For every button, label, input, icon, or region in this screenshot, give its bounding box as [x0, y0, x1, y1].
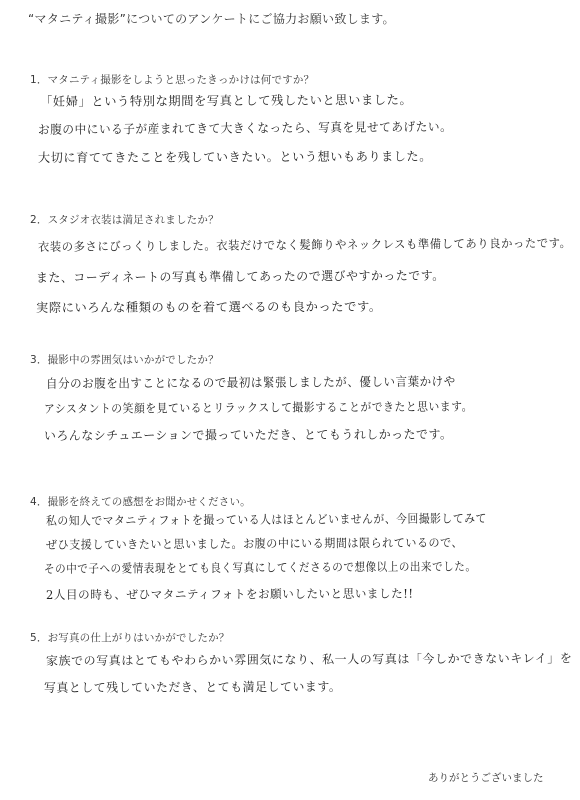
answer-5-line-2: 写真として残していただき、とても満足しています。 — [43, 678, 342, 695]
survey-title: “マタニティ撮影”についてのアンケートにご協力お願い致します。 — [28, 12, 395, 26]
answer-4-line-2: ぜひ支援していきたいと思いました。お腹の中にいる期間は限られているので、 — [45, 535, 464, 552]
answer-1-line-1: 「妊婦」という特別な期間を写真として残したいと思いました。 — [39, 92, 413, 109]
answer-4-line-3: その中で子への愛情表現をとても良く写真にしてくださるので想像以上の出来でした。 — [43, 559, 477, 576]
answer-1-line-2: お腹の中にいる子が産まれてきて大きくなったら、写真を見せてあげたい。 — [37, 118, 453, 137]
answer-2-line-3: 実際にいろんな種類のものを着て選べるのも良かったです。 — [35, 298, 382, 315]
answer-4-line-4: 2人目の時も、ぜひマタニティフォトをお願いしたいと思いました!! — [45, 586, 414, 602]
answer-3-line-2: アシスタントの笑顔を見ているとリラックスして撮影することができたと思います。 — [43, 399, 474, 416]
question-5-label: 5．お写真の仕上がりはいかがでしたか？ — [30, 632, 230, 644]
answer-2-line-2: また、コーディネートの写真も準備してあったので選びやすかったです。 — [35, 267, 445, 285]
answer-2-line-1: 衣装の多さにびっくりしました。衣装だけでなく髪飾りやネックレスも準備してあり良かったです。 — [37, 236, 572, 254]
answer-4-line-1: 私の知人でマタニティフォトを撮っている人はほとんどいませんが、今回撮影してみて — [45, 511, 487, 528]
answer-3-line-1: 自分のお腹を出すことになるので最初は緊張しましたが、優しい言葉かけや — [45, 373, 456, 391]
closing-message: ありがとうございました — [428, 772, 544, 784]
question-2-label: 2．スタジオ衣装は満足されましたか？ — [30, 214, 219, 226]
answer-5-line-1: 家族での写真はとてもやわらかい雰囲気になり、私一人の写真は「今しかできないキレイ」を — [45, 651, 573, 668]
question-3-label: 3．撮影中の雰囲気はいかがでしたか？ — [30, 354, 219, 366]
question-4-label: 4．撮影を終えての感想をお聞かせください。 — [30, 496, 251, 508]
question-1-label: 1．マタニティ撮影をしようと思ったきっかけは何ですか？ — [30, 74, 315, 86]
answer-3-line-3: いろんなシチュエーションで撮っていただき、とてもうれしかったです。 — [43, 426, 453, 443]
answer-1-line-3: 大切に育ててきたことを残していきたい。という想いもありました。 — [37, 148, 432, 165]
